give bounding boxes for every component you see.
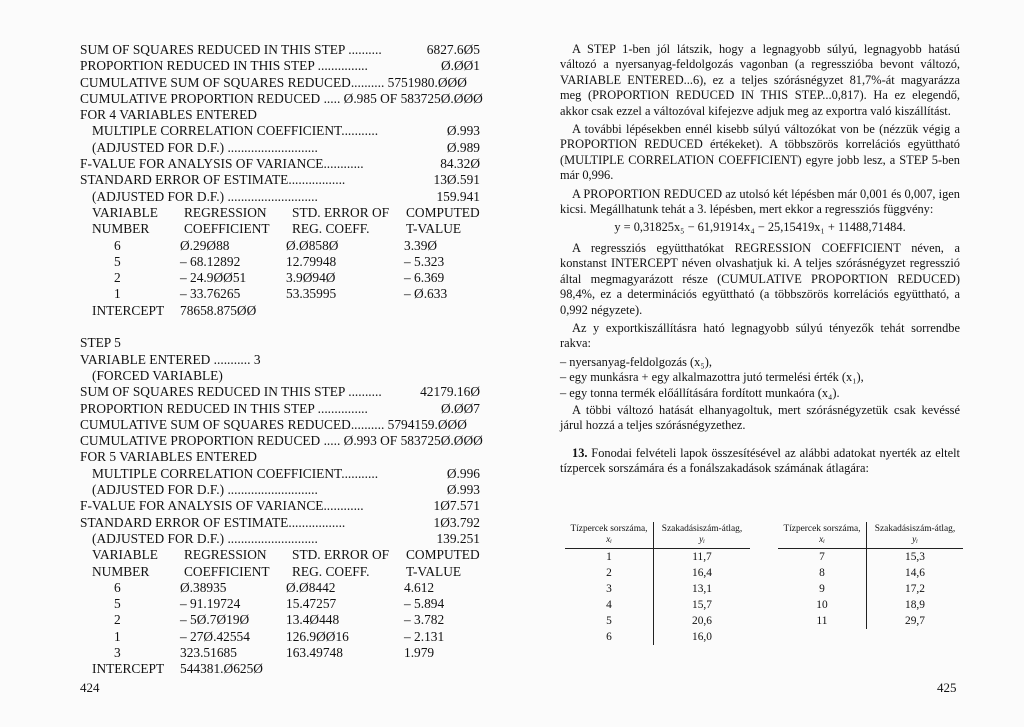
printout-line	[80, 645, 480, 661]
table-row	[565, 597, 750, 613]
printout-line	[80, 270, 480, 286]
cell-y: 11,7	[654, 549, 751, 566]
cell-y: 15,7	[654, 597, 751, 613]
table-header-y: Szakadásiszám-átlag, yᵢ	[867, 522, 964, 549]
printout-cell: 5	[114, 253, 121, 269]
printout-cell: (ADJUSTED FOR D.F.) ...........................	[92, 188, 318, 204]
printout-cell: 42179.16Ø	[420, 384, 480, 400]
cell-y: 17,2	[867, 581, 964, 597]
printout-line	[80, 42, 480, 58]
table-row	[565, 581, 750, 597]
printout-cell: Ø.993	[446, 482, 480, 498]
printout-line	[80, 172, 480, 188]
printout-line	[80, 75, 480, 91]
printout-cell: REGRESSION	[184, 204, 267, 220]
printout-cell: 6	[114, 579, 121, 595]
printout-cell: 126.9ØØ16	[286, 628, 349, 644]
cell-x: 3	[606, 583, 612, 595]
printout-cell: CUMULATIVE PROPORTION REDUCED ..... Ø.993 OF 583725Ø.ØØØ	[80, 433, 483, 449]
printout-cell: STD. ERROR OF	[292, 547, 390, 563]
paragraph-factors: Az y exportkiszállításra ható legnagyobb súlyú tényezők tehát sorrendbe rakva:	[560, 320, 960, 351]
printout-cell: – 33.76265	[180, 286, 241, 302]
printout-cell: COEFFICIENT	[184, 563, 270, 579]
printout-cell: F-VALUE FOR ANALYSIS OF VARIANCE............	[80, 156, 364, 172]
problem-number: 13.	[572, 445, 588, 460]
printout-cell: – Ø.633	[404, 286, 448, 302]
table-row	[565, 629, 750, 645]
printout-cell: – 91.19724	[180, 596, 241, 612]
printout-cell: Ø.38935	[180, 579, 227, 595]
printout-cell: 1Ø3.792	[433, 514, 480, 530]
printout-cell: 6	[114, 237, 121, 253]
printout-line	[80, 352, 480, 368]
printout-cell: 12.79948	[286, 253, 337, 269]
table-row	[565, 565, 750, 581]
regression-equation: y = 0,31825x₅ − 61,91914x₄ − 25,15419x₁ + 11488,71484.	[614, 220, 906, 235]
printout-line	[80, 335, 480, 351]
printout-cell: – 2.131	[404, 628, 445, 644]
printout-cell: (ADJUSTED FOR D.F.) ...........................	[92, 482, 318, 498]
printout-cell: COMPUTED	[406, 204, 480, 220]
cell-y: 16,4	[654, 565, 751, 581]
printout-cell: F-VALUE FOR ANALYSIS OF VARIANCE............	[80, 498, 364, 514]
printout-cell: – 5Ø.7Ø19Ø	[180, 612, 250, 628]
printout-cell: 6827.6Ø5	[426, 42, 480, 57]
table-header-y: Szakadásiszám-átlag, yᵢ	[654, 522, 751, 549]
printout-line	[80, 466, 480, 482]
printout-cell: – 3.782	[404, 612, 445, 628]
factor-item: – egy munkásra + egy alkalmazottra jutó termelési érték (x₁),	[560, 370, 864, 385]
cell-y: 15,3	[867, 549, 964, 566]
page-number-left: 424	[80, 680, 100, 695]
printout-cell: 1	[114, 628, 121, 644]
printout-line	[80, 417, 480, 433]
printout-cell: Ø.993	[446, 123, 480, 139]
printout-cell: COMPUTED	[406, 547, 480, 563]
printout-cell: 84.32Ø	[440, 156, 480, 172]
table-row	[778, 597, 963, 613]
cell-x: 10	[816, 599, 828, 611]
printout-line	[80, 482, 480, 498]
printout-cell: 544381.Ø625Ø	[180, 661, 263, 677]
printout-line	[80, 140, 480, 156]
printout-cell: VARIABLE ENTERED ........... 3	[80, 351, 261, 367]
cell-x: 11	[816, 615, 828, 627]
printout-cell: MULTIPLE CORRELATION COEFFICIENT...........	[92, 123, 379, 139]
printout-line	[80, 189, 480, 205]
printout-cell: PROPORTION REDUCED IN THIS STEP ...............	[80, 400, 368, 416]
printout-cell: SUM OF SQUARES REDUCED IN THIS STEP ..........	[80, 384, 382, 400]
printout-cell: Ø.Ø8442	[286, 579, 336, 595]
table-row	[778, 581, 963, 597]
factor-item: – egy tonna termék előállítására fordított munkaóra (x₄).	[560, 385, 840, 400]
printout-cell: 3.39Ø	[404, 237, 438, 253]
printout-line	[80, 515, 480, 531]
table-header-x: Tízpercek sorszáma, xᵢ	[778, 522, 867, 549]
printout-cell: INTERCEPT	[92, 661, 165, 677]
factor-item: – nyersanyag-feldolgozás (x₅),	[560, 354, 712, 369]
printout-cell: T-VALUE	[406, 221, 462, 237]
right-page-text	[560, 42, 960, 480]
printout-line	[80, 156, 480, 172]
printout-cell: FOR 5 VARIABLES ENTERED	[80, 449, 257, 465]
printout-cell: REGRESSION	[184, 547, 267, 563]
printout-line	[80, 531, 480, 547]
printout-cell: Ø.ØØ7	[440, 400, 480, 416]
cell-y: 20,6	[654, 613, 751, 629]
paragraph-further-steps: A további lépésekben ennél kisebb súlyú változókat von be (nézzük végig a PROPORTION REDUCED értékeket). A többszörös korrelációs együttható (MULTIPLE CORRELATION COEFFICIENT) egyre jobb lesz, a STEP 5-ben már 0,996.	[560, 122, 960, 183]
printout-line	[80, 580, 480, 596]
cell-x: 7	[819, 551, 825, 563]
printout-cell: CUMULATIVE PROPORTION REDUCED ..... Ø.985 OF 583725Ø.ØØØ	[80, 90, 483, 106]
table-header-x: Tízpercek sorszáma, xᵢ	[565, 522, 654, 549]
cell-x: 6	[606, 631, 612, 643]
printout-cell: 139.251	[436, 530, 480, 546]
cell-x: 2	[606, 567, 612, 579]
page-number-right: 425	[937, 680, 957, 695]
printout-cell: (FORCED VARIABLE)	[92, 367, 223, 383]
table-row	[778, 565, 963, 581]
cell-y: 14,6	[867, 565, 964, 581]
printout-line	[80, 90, 483, 107]
printout-line	[80, 238, 480, 254]
printout-cell: 2	[114, 612, 121, 628]
paragraph-proportion: A PROPORTION REDUCED az utolsó két lépésben már 0,001 és 0,007, igen kicsi. Megállhatunk tehát a 3. lépésben, mert ekkor a regressziós függvény:	[560, 186, 960, 217]
paragraph-coefficients: A regressziós együtthatókat REGRESSION COEFFICIENT néven, a konstanst INTERCEPT néven olvashatjuk ki. A teljes szórásnégyzet regresszió által megmagyarázott része (CUMULATIVE PROPORTION REDUCED) 98,4%, ez a determinációs együttható (a többszörös korrelációs együttható, a 0,992 négyzete).	[560, 240, 960, 317]
printout-line	[80, 612, 480, 628]
printout-line	[80, 368, 480, 384]
printout-cell: – 6.369	[404, 270, 445, 286]
printout-cell: (ADJUSTED FOR D.F.) ...........................	[92, 530, 318, 546]
printout-cell: CUMULATIVE SUM OF SQUARES REDUCED.......... 5794159.ØØØ	[80, 416, 467, 432]
printout-line	[80, 221, 480, 237]
printout-cell: 1Ø7.571	[433, 498, 480, 514]
printout-cell: 13Ø.591	[433, 172, 480, 188]
printout-cell: Ø.Ø858Ø	[286, 237, 339, 253]
printout-cell: 13.4Ø448	[286, 612, 340, 628]
printout-cell: 1	[114, 286, 121, 302]
printout-cell: 5	[114, 596, 121, 612]
printout-cell: Ø.989	[446, 139, 480, 155]
printout-cell: STD. ERROR OF	[292, 204, 390, 220]
printout-line	[80, 564, 480, 580]
paragraph-step1: A STEP 1-ben jól látszik, hogy a legnagyobb súlyú, legnagyobb hatású változó a nyersanyag-feldolgozás vagonban (a regresszióba bevont változó, VARIABLE ENTERED...6), ez a teljes szórásnégyzet 81,7%-át magyarázza meg (PROPORTION REDUCED IN THIS STEP...0,817). Ha ez elegendő, akkor csak ezzel a változóval kifejezve adjuk meg az exportra való kiszállítást.	[560, 42, 960, 118]
problem-text: Fonodai felvételi lapok összesítésével az alábbi adatokat nyerték az eltelt tízpercek sorszámára és a fonálszakadások számának átlagára:	[560, 445, 960, 476]
printout-line	[80, 107, 480, 123]
printout-cell: 1.979	[404, 644, 435, 660]
printout-cell: 323.51685	[180, 644, 237, 660]
printout-line	[80, 629, 480, 645]
printout-cell: NUMBER	[92, 221, 150, 237]
printout-cell: Ø.ØØ1	[440, 58, 480, 74]
printout-cell: 3.9Ø94Ø	[286, 270, 336, 286]
printout-line	[80, 384, 480, 400]
table-row	[565, 549, 750, 566]
cell-y: 13,1	[654, 581, 751, 597]
table-row	[778, 549, 963, 566]
cell-x: 9	[819, 583, 825, 595]
printout-line	[80, 433, 483, 449]
printout-cell: 159.941	[436, 188, 480, 204]
printout-cell: T-VALUE	[406, 563, 462, 579]
printout-line	[80, 661, 480, 677]
printout-cell: 163.49748	[286, 644, 343, 660]
printout-cell: 2	[114, 270, 121, 286]
printout-line	[80, 449, 480, 465]
data-table-right	[778, 522, 963, 629]
printout-cell: – 24.9ØØ51	[180, 270, 247, 286]
printout-cell: SUM OF SQUARES REDUCED IN THIS STEP ..........	[80, 42, 382, 57]
printout-line	[80, 401, 480, 417]
printout-cell: INTERCEPT	[92, 302, 165, 318]
printout-cell: Ø.996	[446, 465, 480, 481]
printout-cell: Ø.29Ø88	[180, 237, 230, 253]
printout-line	[80, 254, 480, 270]
printout-cell: 53.35995	[286, 286, 337, 302]
printout-cell: PROPORTION REDUCED IN THIS STEP ...............	[80, 58, 368, 74]
printout-cell: – 68.12892	[180, 253, 241, 269]
printout-cell: STANDARD ERROR OF ESTIMATE.................	[80, 172, 346, 188]
printout-line	[80, 596, 480, 612]
cell-x: 8	[819, 567, 825, 579]
printout-cell: (ADJUSTED FOR D.F.) ...........................	[92, 139, 318, 155]
table-row	[778, 613, 963, 629]
cell-x: 4	[606, 599, 612, 611]
cell-x: 1	[606, 551, 612, 563]
printout-cell: – 5.894	[404, 596, 445, 612]
data-table-left	[565, 522, 750, 645]
printout-cell: STEP 5	[80, 335, 121, 351]
printout-cell: 15.47257	[286, 596, 337, 612]
cell-x: 5	[606, 615, 612, 627]
printout-line	[80, 58, 480, 74]
printout-cell: VARIABLE	[92, 204, 158, 220]
cell-y: 29,7	[867, 613, 964, 629]
printout-cell: NUMBER	[92, 563, 150, 579]
printout-cell: MULTIPLE CORRELATION COEFFICIENT...........	[92, 465, 379, 481]
printout-cell: REG. COEFF.	[292, 221, 370, 237]
regression-printout	[80, 42, 483, 678]
printout-cell: – 5.323	[404, 253, 445, 269]
cell-y: 16,0	[654, 629, 751, 645]
table-row	[565, 613, 750, 629]
printout-cell: 4.612	[404, 579, 435, 595]
printout-cell: 3	[114, 644, 121, 660]
printout-cell: FOR 4 VARIABLES ENTERED	[80, 107, 257, 123]
printout-cell: COEFFICIENT	[184, 221, 270, 237]
printout-line	[80, 498, 480, 514]
paragraph-conclusion: A többi változó hatását elhanyagoltuk, mert szórásnégyzetük csak kevéssé járul hozzá a teljes szórásnégyzethez.	[560, 402, 960, 433]
printout-cell: – 27Ø.42554	[180, 628, 250, 644]
printout-line	[80, 319, 480, 335]
printout-cell: VARIABLE	[92, 547, 158, 563]
printout-cell: CUMULATIVE SUM OF SQUARES REDUCED.......... 5751980.ØØØ	[80, 74, 467, 90]
printout-line	[80, 303, 480, 319]
printout-line	[80, 547, 480, 563]
printout-cell: REG. COEFF.	[292, 563, 370, 579]
problem-13	[560, 446, 960, 477]
factor-list	[560, 355, 960, 401]
cell-y: 18,9	[867, 597, 964, 613]
printout-cell: STANDARD ERROR OF ESTIMATE.................	[80, 514, 346, 530]
printout-line	[80, 286, 480, 302]
printout-line	[80, 205, 480, 221]
printout-line	[80, 123, 480, 139]
printout-cell: 78658.875ØØ	[180, 302, 257, 318]
